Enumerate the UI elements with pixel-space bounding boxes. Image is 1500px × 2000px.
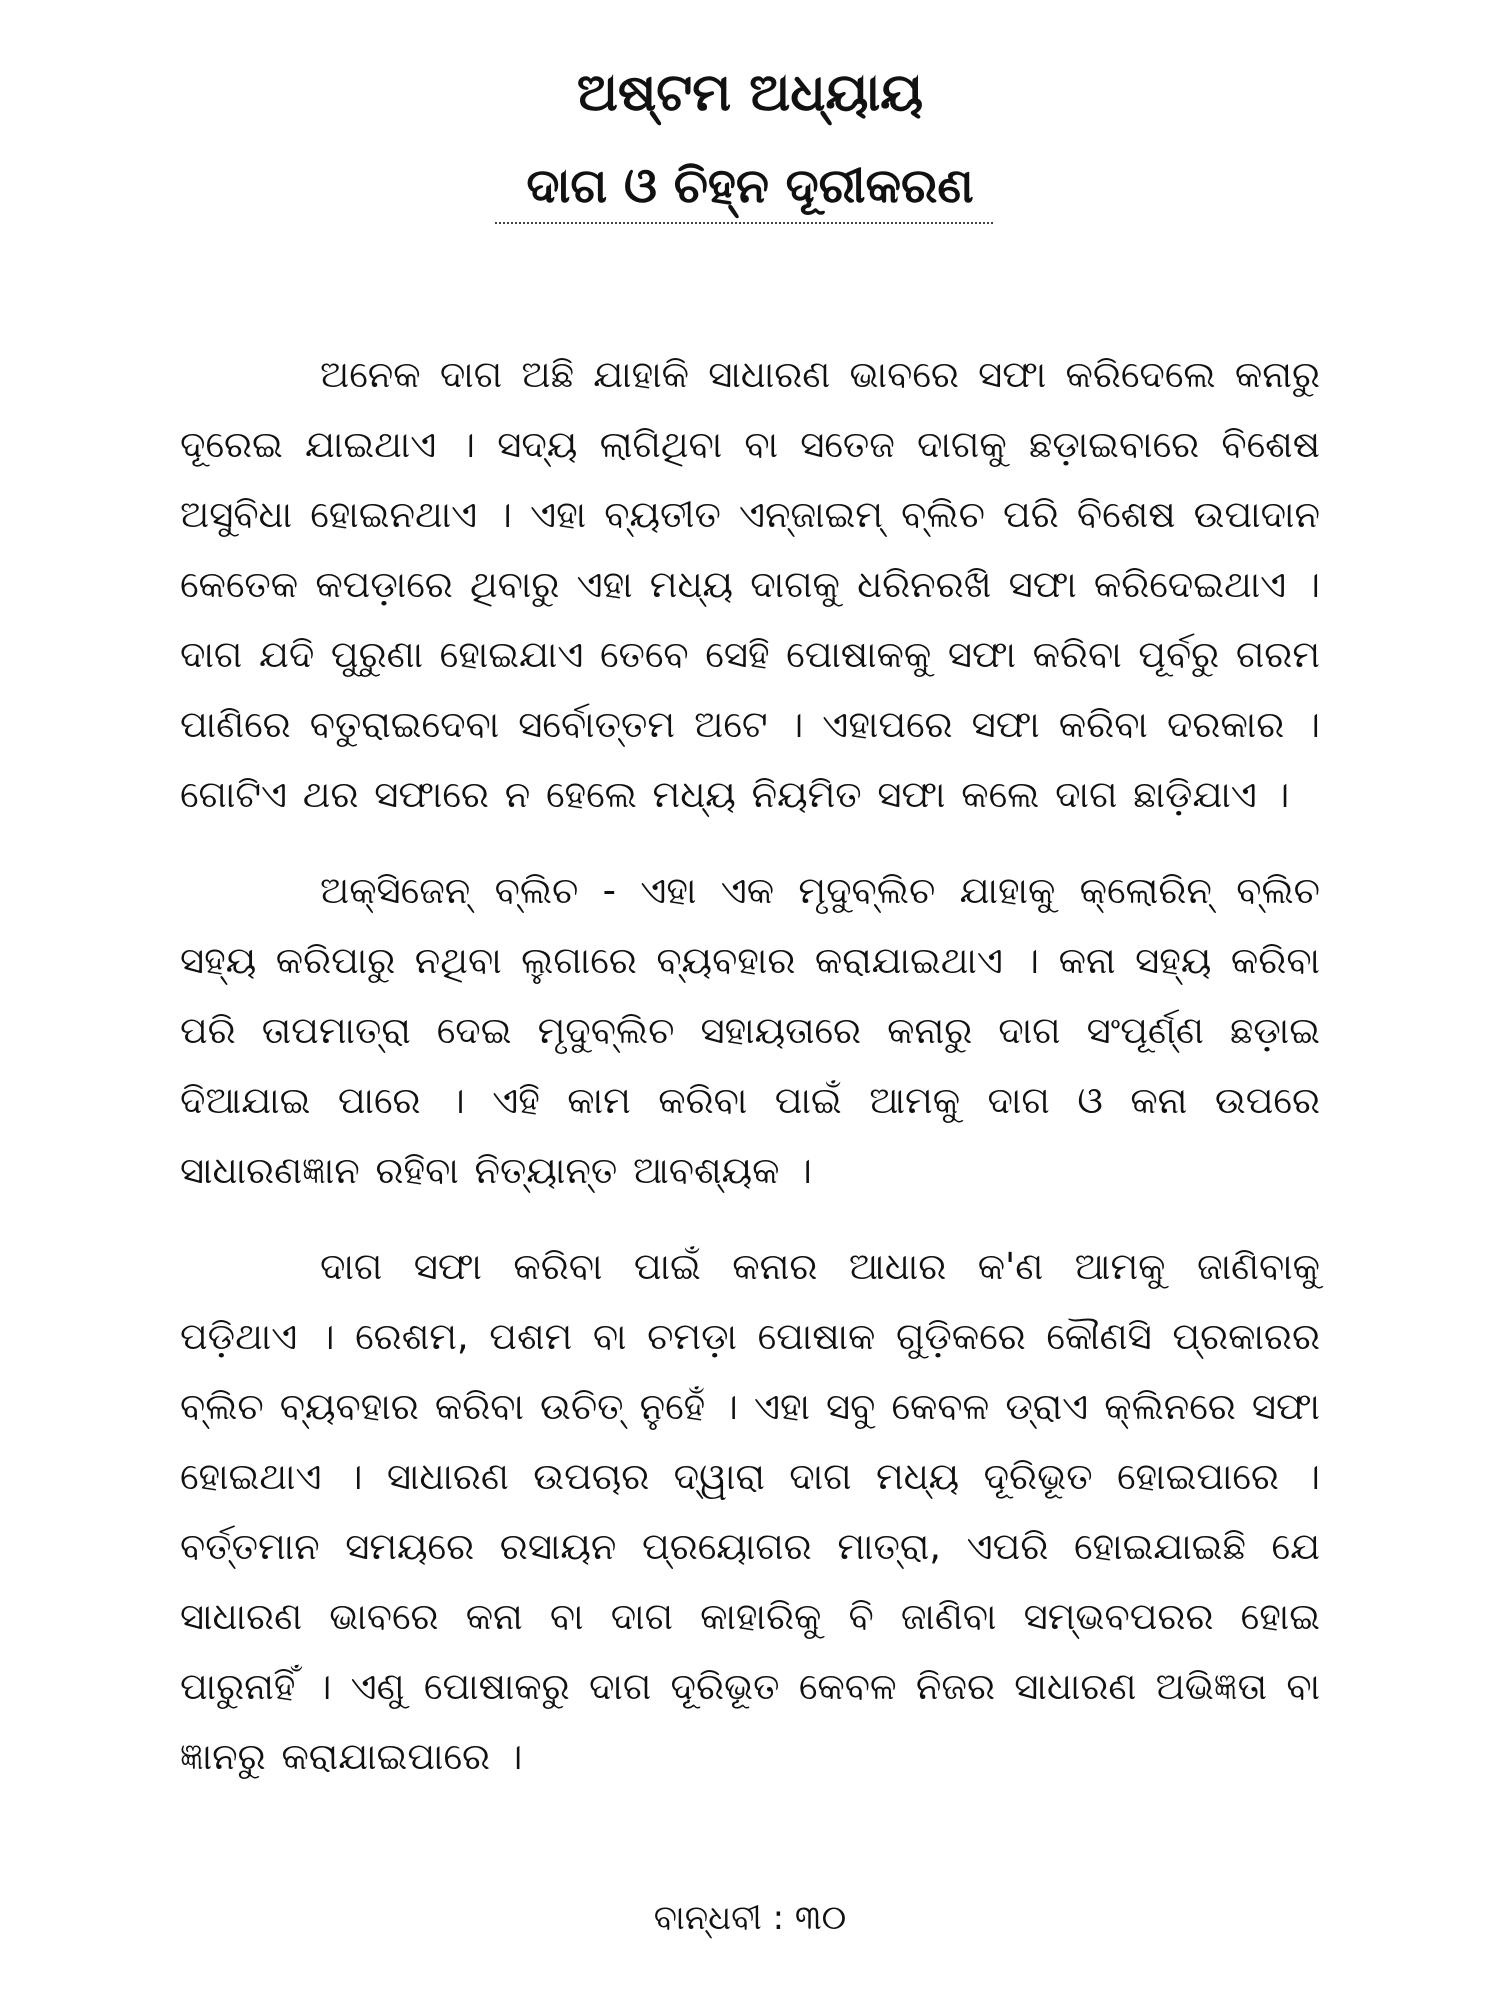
page-footer: ବାନ୍ଧବୀ : ୩୦ [653, 1898, 847, 1938]
paragraph-2: ଅକ୍ସିଜେନ୍ ବ୍ଲିଚ - ଏହା ଏକ ମୃଦୁବ୍ଲିଚ ଯାହାକୁ କ୍ଲୋରିନ୍ ବ୍ଲିଚ ସହ୍ୟ କରିପାରୁ ନଥିବା ଲୁଗାରେ ବ୍ୟବହାର କରାଯାଇଥାଏ । କନା ସହ୍ୟ କରିବା ପରି ତାପମାତ୍ରା ଦେଇ ମୃଦୁବ୍ଲିଚ ସହାୟତାରେ କନାରୁ ଦାଗ ସଂପୂର୍ଣ୍ଣ ଛଡ଼ାଇ ଦିଆଯାଇ ପାରେ । ଏହି କାମ କରିବା ପାଇଁ ଆମକୁ ଦାଗ ଓ କନା ଉପରେ ସାଧାରଣଜ୍ଞାନ ରହିବା ନିତ୍ୟାନ୍ତ ଆବଶ୍ୟକ । [180, 869, 1320, 1192]
subtitle-dotted-underline [495, 222, 993, 224]
chapter-subtitle: ଦାଗ ଓ ଚିହ୍ନ ଦୂରୀକରଣ [526, 158, 974, 214]
paragraph-3: ଦାଗ ସଫା କରିବା ପାଇଁ କନାର ଆଧାର କ'ଣ ଆମକୁ ଜାଣିବାକୁ ପଡ଼ିଥାଏ । ରେଶମ, ପଶମ ବା ଚମଡ଼ା ପୋଷାକ ଗୁଡ଼ିକରେ କୌଣସି ପ୍ରକାରର ବ୍ଲିଚ ବ୍ୟବହାର କରିବା ଉଚିତ୍ ନୁହେଁ । ଏହା ସବୁ କେବଳ ଡ୍ରାଏ କ୍ଲିନରେ ସଫା ହୋଇଥାଏ । ସାଧାରଣ ଉପଚାର ଦ୍ୱାରା ଦାଗ ମଧ୍ୟ ଦୂରିଭୂତ ହୋଇପାରେ । ବର୍ତ୍ତମାନ ସମୟରେ ରସାୟନ ପ୍ରୟୋଗର ମାତ୍ରା, ଏପରି ହୋଇଯାଇଛି ଯେ ସାଧାରଣ ଭାବରେ କନା ବା ଦାଗ କାହାରିକୁ ବି ଜାଣିବା ସମ୍ଭବପରର ହୋଇ ପାରୁନାହିଁ । ଏଣୁ ପୋଷାକରୁ ଦାଗ ଦୂରିଭୂତ କେବଳ ନିଜର ସାଧାରଣ ଅଭିଜ୍ଞତା ବା ଜ୍ଞାନରୁ କରାଯାଇପାରେ । [180, 1245, 1320, 1778]
chapter-title: ଅଷ୍ଟମ ଅଧ୍ୟାୟ [576, 63, 924, 123]
body-text [180, 340, 1320, 1818]
paragraph-1: ଅନେକ ଦାଗ ଅଛି ଯାହାକି ସାଧାରଣ ଭାବରେ ସଫା କରିଦେଲେ କନାରୁ ଦୂରେଇ ଯାଇଥାଏ । ସଦ୍ୟ ଲାଗିଥିବା ବା ସତେଜ ଦାଗକୁ ଛଡ଼ାଇବାରେ ବିଶେଷ ଅସୁବିଧା ହୋଇନଥାଏ । ଏହା ବ୍ୟତୀତ ଏନ୍‌ଜାଇମ୍ ବ୍ଲିଚ ପରି ବିଶେଷ ଉପାଦାନ କେତେକ କପଡ଼ାରେ ଥିବାରୁ ଏହା ମଧ୍ୟ ଦାଗକୁ ଧରିନରଖି ସଫା କରିଦେଇଥାଏ । ଦାଗ ଯଦି ପୁରୁଣା ହୋଇଯାଏ ତେବେ ସେହି ପୋଷାକକୁ ସଫା କରିବା ପୂର୍ବରୁ ଗରମ ପାଣିରେ ବତୁରାଇଦେବା ସର୍ବୋତ୍ତମ ଅଟେ । ଏହାପରେ ସଫା କରିବା ଦରକାର । ଗୋଟିଏ ଥର ସଫାରେ ନ ହେଲେ ମଧ୍ୟ ନିୟମିତ ସଫା କଲେ ଦାଗ ଛାଡ଼ିଯାଏ । [180, 353, 1320, 816]
